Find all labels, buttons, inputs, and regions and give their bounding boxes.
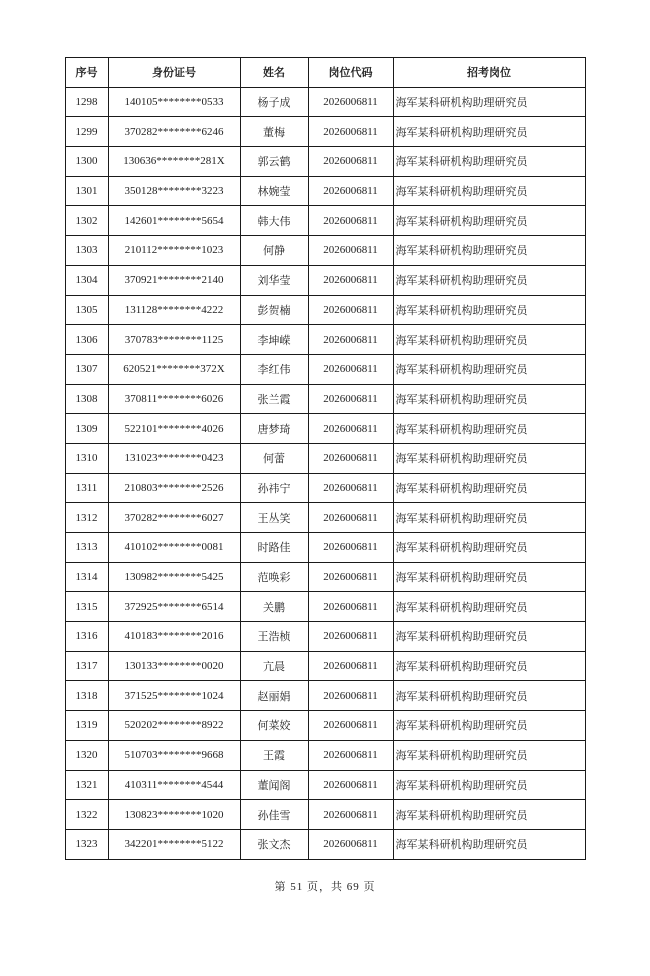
cell-job-code: 2026006811 bbox=[308, 651, 393, 681]
cell-job-code: 2026006811 bbox=[308, 770, 393, 800]
table-row bbox=[65, 414, 585, 444]
cell-recruit-position: 海军某科研机构助理研究员 bbox=[393, 295, 585, 325]
cell-serial-number: 1321 bbox=[65, 770, 108, 800]
cell-job-code: 2026006811 bbox=[308, 384, 393, 414]
cell-recruit-position: 海军某科研机构助理研究员 bbox=[393, 147, 585, 177]
cell-job-code: 2026006811 bbox=[308, 473, 393, 503]
cell-job-code: 2026006811 bbox=[308, 236, 393, 266]
table-row bbox=[65, 533, 585, 563]
cell-recruit-position: 海军某科研机构助理研究员 bbox=[393, 800, 585, 830]
header-id-number: 身份证号 bbox=[108, 58, 240, 88]
cell-job-code: 2026006811 bbox=[308, 740, 393, 770]
cell-serial-number: 1309 bbox=[65, 414, 108, 444]
cell-job-code: 2026006811 bbox=[308, 533, 393, 563]
cell-recruit-position: 海军某科研机构助理研究员 bbox=[393, 236, 585, 266]
cell-job-code: 2026006811 bbox=[308, 592, 393, 622]
cell-id-number: 522101********4026 bbox=[108, 414, 240, 444]
cell-serial-number: 1316 bbox=[65, 622, 108, 652]
cell-recruit-position: 海军某科研机构助理研究员 bbox=[393, 325, 585, 355]
cell-serial-number: 1317 bbox=[65, 651, 108, 681]
cell-name: 王浩桢 bbox=[240, 622, 308, 652]
cell-id-number: 370282********6246 bbox=[108, 117, 240, 147]
cell-id-number: 130636********281X bbox=[108, 147, 240, 177]
cell-name: 张文杰 bbox=[240, 829, 308, 859]
cell-job-code: 2026006811 bbox=[308, 265, 393, 295]
cell-name: 张兰霞 bbox=[240, 384, 308, 414]
cell-name: 彭贺楠 bbox=[240, 295, 308, 325]
cell-id-number: 131128********4222 bbox=[108, 295, 240, 325]
cell-serial-number: 1304 bbox=[65, 265, 108, 295]
cell-serial-number: 1312 bbox=[65, 503, 108, 533]
header-row bbox=[65, 58, 585, 88]
cell-id-number: 372925********6514 bbox=[108, 592, 240, 622]
table-row bbox=[65, 295, 585, 325]
cell-job-code: 2026006811 bbox=[308, 562, 393, 592]
cell-id-number: 410102********0081 bbox=[108, 533, 240, 563]
cell-id-number: 370811********6026 bbox=[108, 384, 240, 414]
recruitment-roster-table bbox=[65, 57, 586, 860]
cell-id-number: 142601********5654 bbox=[108, 206, 240, 236]
cell-job-code: 2026006811 bbox=[308, 206, 393, 236]
cell-job-code: 2026006811 bbox=[308, 117, 393, 147]
cell-name: 时路佳 bbox=[240, 533, 308, 563]
table-row bbox=[65, 562, 585, 592]
cell-recruit-position: 海军某科研机构助理研究员 bbox=[393, 770, 585, 800]
header-recruit-position: 招考岗位 bbox=[393, 58, 585, 88]
cell-recruit-position: 海军某科研机构助理研究员 bbox=[393, 622, 585, 652]
table-row bbox=[65, 117, 585, 147]
cell-job-code: 2026006811 bbox=[308, 354, 393, 384]
cell-recruit-position: 海军某科研机构助理研究员 bbox=[393, 384, 585, 414]
cell-serial-number: 1303 bbox=[65, 236, 108, 266]
table-row bbox=[65, 711, 585, 741]
cell-id-number: 130133********0020 bbox=[108, 651, 240, 681]
cell-recruit-position: 海军某科研机构助理研究员 bbox=[393, 711, 585, 741]
cell-id-number: 510703********9668 bbox=[108, 740, 240, 770]
cell-id-number: 210803********2526 bbox=[108, 473, 240, 503]
cell-serial-number: 1305 bbox=[65, 295, 108, 325]
cell-recruit-position: 海军某科研机构助理研究员 bbox=[393, 829, 585, 859]
table-row bbox=[65, 236, 585, 266]
cell-name: 唐梦琦 bbox=[240, 414, 308, 444]
table-row bbox=[65, 622, 585, 652]
cell-recruit-position: 海军某科研机构助理研究员 bbox=[393, 473, 585, 503]
cell-recruit-position: 海军某科研机构助理研究员 bbox=[393, 562, 585, 592]
cell-serial-number: 1313 bbox=[65, 533, 108, 563]
cell-id-number: 130823********1020 bbox=[108, 800, 240, 830]
cell-recruit-position: 海军某科研机构助理研究员 bbox=[393, 533, 585, 563]
cell-job-code: 2026006811 bbox=[308, 325, 393, 355]
table-row bbox=[65, 592, 585, 622]
header-job-code: 岗位代码 bbox=[308, 58, 393, 88]
table-row bbox=[65, 443, 585, 473]
cell-name: 关鹏 bbox=[240, 592, 308, 622]
cell-job-code: 2026006811 bbox=[308, 800, 393, 830]
cell-id-number: 130982********5425 bbox=[108, 562, 240, 592]
table-row bbox=[65, 800, 585, 830]
cell-serial-number: 1302 bbox=[65, 206, 108, 236]
cell-id-number: 140105********0533 bbox=[108, 87, 240, 117]
table-row bbox=[65, 265, 585, 295]
cell-recruit-position: 海军某科研机构助理研究员 bbox=[393, 651, 585, 681]
table-row bbox=[65, 384, 585, 414]
cell-job-code: 2026006811 bbox=[308, 414, 393, 444]
cell-name: 王丛笑 bbox=[240, 503, 308, 533]
table-row bbox=[65, 740, 585, 770]
cell-name: 何静 bbox=[240, 236, 308, 266]
cell-name: 何蕾 bbox=[240, 443, 308, 473]
cell-name: 何菜姣 bbox=[240, 711, 308, 741]
cell-id-number: 520202********8922 bbox=[108, 711, 240, 741]
cell-serial-number: 1307 bbox=[65, 354, 108, 384]
cell-serial-number: 1315 bbox=[65, 592, 108, 622]
cell-job-code: 2026006811 bbox=[308, 443, 393, 473]
cell-name: 范唤彩 bbox=[240, 562, 308, 592]
table-header bbox=[65, 58, 585, 88]
cell-id-number: 131023********0423 bbox=[108, 443, 240, 473]
cell-serial-number: 1301 bbox=[65, 176, 108, 206]
cell-recruit-position: 海军某科研机构助理研究员 bbox=[393, 206, 585, 236]
table-row bbox=[65, 87, 585, 117]
cell-id-number: 350128********3223 bbox=[108, 176, 240, 206]
cell-name: 郭云鹤 bbox=[240, 147, 308, 177]
cell-serial-number: 1308 bbox=[65, 384, 108, 414]
cell-serial-number: 1298 bbox=[65, 87, 108, 117]
cell-id-number: 371525********1024 bbox=[108, 681, 240, 711]
header-serial-number: 序号 bbox=[65, 58, 108, 88]
cell-name: 亢晨 bbox=[240, 651, 308, 681]
table-row bbox=[65, 770, 585, 800]
cell-name: 孙佳雪 bbox=[240, 800, 308, 830]
cell-recruit-position: 海军某科研机构助理研究员 bbox=[393, 503, 585, 533]
cell-job-code: 2026006811 bbox=[308, 295, 393, 325]
cell-serial-number: 1319 bbox=[65, 711, 108, 741]
cell-id-number: 370783********1125 bbox=[108, 325, 240, 355]
cell-recruit-position: 海军某科研机构助理研究员 bbox=[393, 354, 585, 384]
cell-recruit-position: 海军某科研机构助理研究员 bbox=[393, 681, 585, 711]
cell-recruit-position: 海军某科研机构助理研究员 bbox=[393, 265, 585, 295]
cell-id-number: 620521********372X bbox=[108, 354, 240, 384]
cell-serial-number: 1299 bbox=[65, 117, 108, 147]
table-row bbox=[65, 503, 585, 533]
cell-id-number: 410311********4544 bbox=[108, 770, 240, 800]
cell-job-code: 2026006811 bbox=[308, 503, 393, 533]
cell-recruit-position: 海军某科研机构助理研究员 bbox=[393, 740, 585, 770]
cell-name: 韩大伟 bbox=[240, 206, 308, 236]
cell-serial-number: 1310 bbox=[65, 443, 108, 473]
cell-serial-number: 1322 bbox=[65, 800, 108, 830]
cell-name: 王霞 bbox=[240, 740, 308, 770]
cell-id-number: 210112********1023 bbox=[108, 236, 240, 266]
cell-job-code: 2026006811 bbox=[308, 176, 393, 206]
table-row bbox=[65, 473, 585, 503]
cell-job-code: 2026006811 bbox=[308, 681, 393, 711]
cell-name: 董梅 bbox=[240, 117, 308, 147]
cell-recruit-position: 海军某科研机构助理研究员 bbox=[393, 176, 585, 206]
cell-serial-number: 1306 bbox=[65, 325, 108, 355]
cell-name: 李坤嵘 bbox=[240, 325, 308, 355]
table-row bbox=[65, 325, 585, 355]
cell-serial-number: 1314 bbox=[65, 562, 108, 592]
cell-recruit-position: 海军某科研机构助理研究员 bbox=[393, 443, 585, 473]
table-row bbox=[65, 176, 585, 206]
cell-serial-number: 1318 bbox=[65, 681, 108, 711]
cell-name: 孙祎宁 bbox=[240, 473, 308, 503]
cell-serial-number: 1323 bbox=[65, 829, 108, 859]
cell-id-number: 410183********2016 bbox=[108, 622, 240, 652]
cell-id-number: 370282********6027 bbox=[108, 503, 240, 533]
table-row bbox=[65, 681, 585, 711]
cell-id-number: 342201********5122 bbox=[108, 829, 240, 859]
cell-name: 杨子成 bbox=[240, 87, 308, 117]
cell-recruit-position: 海军某科研机构助理研究员 bbox=[393, 87, 585, 117]
table-body bbox=[65, 87, 585, 859]
cell-serial-number: 1300 bbox=[65, 147, 108, 177]
cell-recruit-position: 海军某科研机构助理研究员 bbox=[393, 414, 585, 444]
header-name: 姓名 bbox=[240, 58, 308, 88]
cell-name: 李红伟 bbox=[240, 354, 308, 384]
table-row bbox=[65, 147, 585, 177]
table-row bbox=[65, 829, 585, 859]
cell-serial-number: 1311 bbox=[65, 473, 108, 503]
cell-job-code: 2026006811 bbox=[308, 622, 393, 652]
cell-job-code: 2026006811 bbox=[308, 829, 393, 859]
cell-job-code: 2026006811 bbox=[308, 87, 393, 117]
cell-recruit-position: 海军某科研机构助理研究员 bbox=[393, 117, 585, 147]
table-row bbox=[65, 206, 585, 236]
table-row bbox=[65, 354, 585, 384]
cell-name: 赵丽娟 bbox=[240, 681, 308, 711]
cell-job-code: 2026006811 bbox=[308, 711, 393, 741]
cell-id-number: 370921********2140 bbox=[108, 265, 240, 295]
table-row bbox=[65, 651, 585, 681]
cell-recruit-position: 海军某科研机构助理研究员 bbox=[393, 592, 585, 622]
cell-serial-number: 1320 bbox=[65, 740, 108, 770]
cell-name: 林婉莹 bbox=[240, 176, 308, 206]
cell-name: 刘华莹 bbox=[240, 265, 308, 295]
cell-job-code: 2026006811 bbox=[308, 147, 393, 177]
cell-name: 董闻阁 bbox=[240, 770, 308, 800]
page-number-indicator: 第 51 页，共 69 页 bbox=[274, 880, 376, 893]
